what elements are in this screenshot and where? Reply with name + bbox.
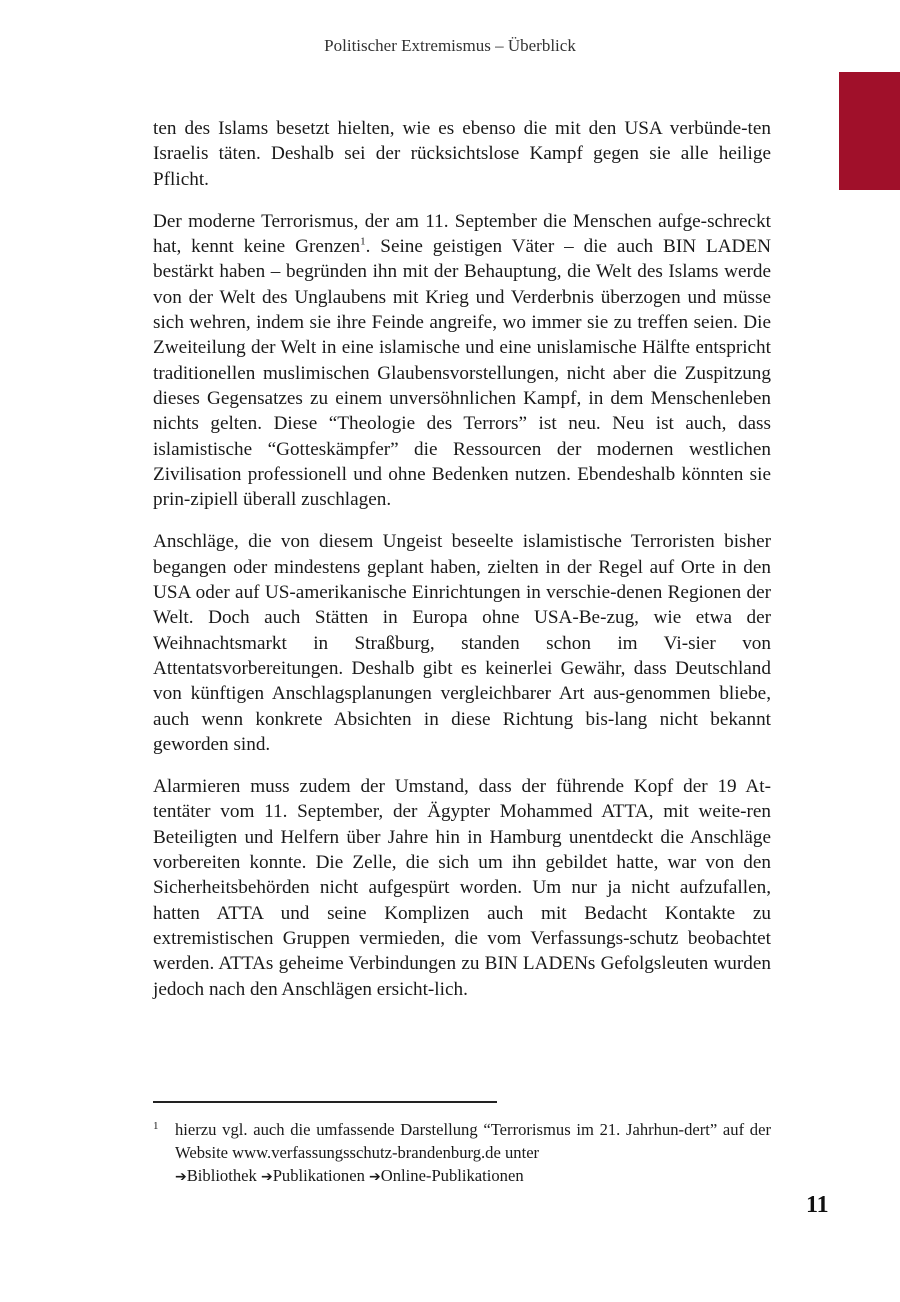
paragraph-1: ten des Islams besetzt hielten, wie es ebenso die mit den USA verbünde-ten Israelis täten. Deshalb sei der rücksichtslose Kampf gegen sie alle heilige Pflicht.: [153, 118, 771, 190]
footnote-path-publikationen: Publikationen: [272, 1166, 365, 1185]
footnote-reference[interactable]: 1: [360, 235, 366, 248]
page-number: 11: [806, 1192, 829, 1218]
paragraph-2: [153, 209, 771, 513]
arrow-right-icon: ➔: [175, 1169, 187, 1185]
paragraph-2-end: . Seine geistigen Väter – die auch BIN LADEN bestärkt haben – begründen ihn mit der Behauptung, die Welt des Islams werde von der Welt des Unglaubens mit Krieg und Verderbnis überzogen und müsse sich wehren, indem sie ihre Feinde angreife, wo immer sie zu treffen seien. Die Zweiteilung der Welt in eine islamische und eine unislamische Hälfte entspricht traditionellen muslimischen Glaubensvorstellungen, nicht aber die Zuspitzung dieses Gegensatzes zu einem unversöhnlichen Kampf, in dem Menschenleben nichts gelten. Diese “Theologie des Terrors” ist neu. Neu ist auch, dass islamistische “Gotteskämpfer” die Ressourcen der modernen westlichen Zivilisation professionell und ohne Bedenken nutzen. Ebendeshalb könnten sie prin-zipiell überall zuschlagen.: [153, 236, 771, 511]
chapter-thumb-tab: [839, 72, 900, 190]
footnote: [153, 1118, 771, 1189]
arrow-right-icon: ➔: [260, 1169, 273, 1185]
body-text: [153, 116, 771, 1019]
footnote-text: [175, 1118, 771, 1189]
footnote-divider: [153, 1101, 497, 1103]
footnote-number: 1: [153, 1120, 159, 1132]
footnote-path-online-publikationen: Online-Publikationen: [380, 1166, 524, 1185]
paragraph-4: Alarmieren muss zudem der Umstand, dass der führende Kopf der 19 At-tentäter vom 11. September, der Ägypter Mohammed ATTA, mit weite-ren Beteiligten und Helfern über Jahre hin in Hamburg unentdeckt die Anschläge vorbereiten konnte. Die Zelle, die sich um ihn gebildet hatte, war von den Sicherheitsbehörden nicht aufgespürt worden. Um nur ja nicht aufzufallen, hatten ATTA und seine Komplizen auch mit Bedacht Kontakte zu extremistischen Gruppen vermieden, die vom Verfassungs-schutz beobachtet werden. ATTAs geheime Verbindungen zu BIN LADENs Gefolgsleuten wurden jedoch nach den Anschlägen ersicht-lich.: [153, 776, 771, 1000]
paragraph-2-start: Der moderne Terrorismus, der am 11. September die Menschen aufge-schreckt hat, kennt keine Grenzen: [153, 210, 771, 258]
arrow-right-icon: ➔: [369, 1169, 381, 1185]
footnote-body: hierzu vgl. auch die umfassende Darstellung “Terrorismus im 21. Jahrhun-dert” auf der Website www.verfassungsschutz-brandenburg.de unter: [175, 1120, 771, 1162]
running-header: Politischer Extremismus – Überblick: [324, 36, 576, 55]
footnote-path-bibliothek: Bibliothek: [186, 1166, 257, 1185]
paragraph-3: Anschläge, die von diesem Ungeist beseelte islamistische Terroristen bisher begangen oder mindestens geplant haben, zielten in der Regel auf Orte in den USA oder auf US-amerikanische Einrichtungen in verschie-denen Regionen der Welt. Doch auch Stätten in Europa ohne USA-Be-zug, wie etwa der Weihnachtsmarkt in Straßburg, standen schon im Vi-sier von Attentatsvorbereitungen. Deshalb gibt es keinerlei Gewähr, dass Deutschland von künftigen Anschlagsplanungen vergleichbarer Art aus-genommen bliebe, auch wenn konkrete Absichten in diese Richtung bis-lang nicht bekannt geworden sind.: [153, 531, 771, 755]
